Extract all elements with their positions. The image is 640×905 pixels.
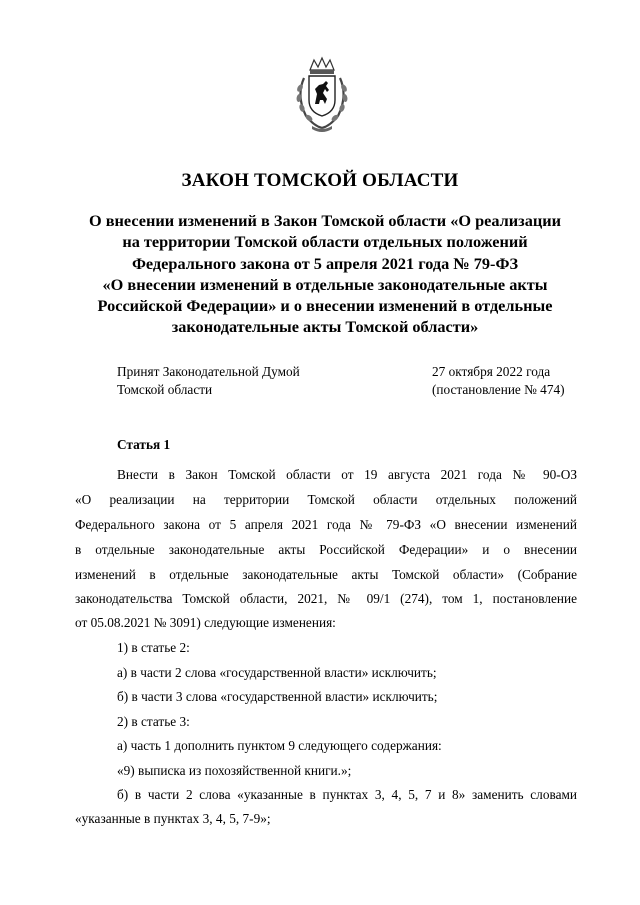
resolution-number: (постановление № 474) — [432, 382, 565, 397]
subject-line: законодательные акты Томской области» — [171, 317, 479, 337]
article-line: Внести в Закон Томской области от 19 августа 2021 года № 90-ОЗ — [117, 467, 577, 482]
adoption-date-block — [432, 363, 565, 399]
adopting-body-line: Принят Законодательной Думой — [117, 364, 300, 379]
article-line: законодательства Томской области, 2021, № 09/1 (274), том 1, постановление — [75, 591, 577, 606]
adopting-body — [117, 363, 300, 399]
article-line: в отдельные законодательные акты Российской Федерации» и о внесении — [75, 542, 577, 557]
subject-line: Российской Федерации» и о внесении изменений в отдельные — [97, 296, 553, 316]
article-line: Федерального закона от 5 апреля 2021 года № 79-ФЗ «О внесении изменений — [75, 517, 577, 532]
article-line: б) в части 3 слова «государственной власти» исключить; — [117, 689, 438, 704]
article-line: «указанные в пунктах 3, 4, 5, 7-9»; — [75, 811, 271, 826]
subject-line: Федерального закона от 5 апреля 2021 года № 79-ФЗ — [131, 253, 519, 273]
adopting-body-line: Томской области — [117, 382, 213, 397]
article-line: от 05.08.2021 № 3091) следующие изменения: — [75, 615, 336, 630]
coat-of-arms-icon — [290, 56, 354, 134]
subject-line: на территории Томской области отдельных положений — [122, 232, 528, 252]
article-line: «О реализации на территории Томской области отдельных положений — [75, 492, 577, 507]
law-title: ЗАКОН ТОМСКОЙ ОБЛАСТИ — [181, 170, 459, 191]
article-line: «9) выписка из похозяйственной книги.»; — [117, 763, 352, 778]
article-heading: Статья 1 — [117, 437, 171, 452]
article-line: изменений в отдельные законодательные акты Томской области» (Собрание — [75, 567, 577, 582]
article-line: 1) в статье 2: — [117, 640, 190, 655]
law-subject — [70, 210, 580, 338]
subject-line: О внесении изменений в Закон Томской области «О реализации — [88, 211, 562, 230]
article-line: б) в части 2 слова «указанные в пунктах 3, 4, 5, 7 и 8» заменить словами — [117, 787, 577, 802]
article-line: а) часть 1 дополнить пунктом 9 следующего содержания: — [117, 738, 442, 753]
article-line: а) в части 2 слова «государственной власти» исключить; — [117, 665, 437, 680]
article-line: 2) в статье 3: — [117, 714, 190, 729]
subject-line: «О внесении изменений в отдельные законодательные акты — [102, 274, 548, 294]
adoption-date: 27 октября 2022 года — [432, 364, 551, 379]
